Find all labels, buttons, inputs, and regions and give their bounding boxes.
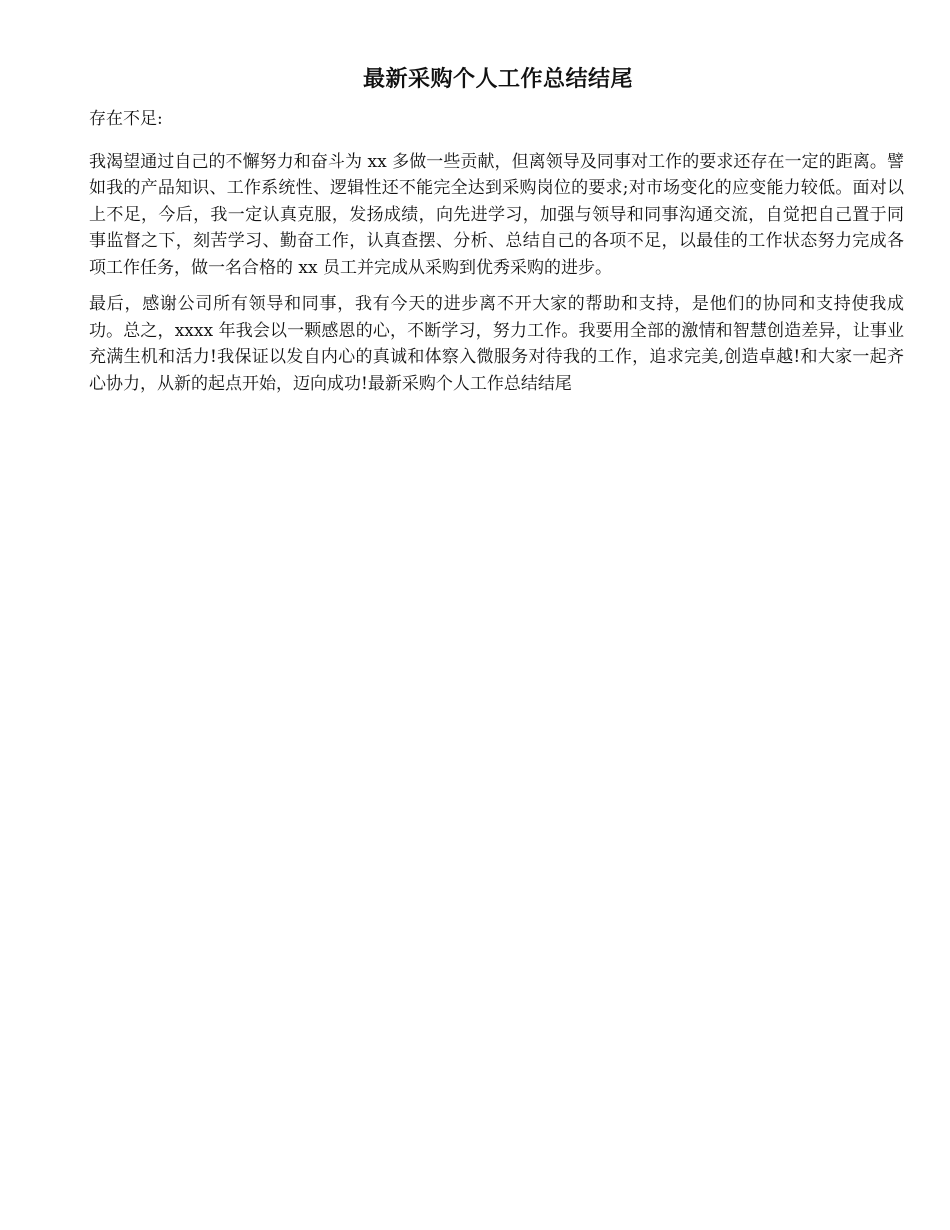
document-body bbox=[89, 106, 904, 407]
document-title: 最新采购个人工作总结结尾 bbox=[362, 66, 633, 92]
body-paragraph: 我渴望通过自己的不懈努力和奋斗为 xx 多做一些贡献，但离领导及同事对工作的要求还存在一定的距离。譬如我的产品知识、工作系统性、逻辑性还不能完全达到采购岗位的要求;对市场变化的应变能力较低。面对以上不足，今后，我一定认真克服，发扬成绩，向先进学习，加强与领导和同事沟通交流，自觉把自己置于同事监督之下，刻苦学习、勤奋工作，认真查摆、分析、总结自己的各项不足，以最佳的工作状态努力完成各项工作任务，做一名合格的 xx 员工并完成从采购到优秀采购的进步。 bbox=[89, 151, 904, 278]
section-label: 存在不足: bbox=[89, 109, 163, 129]
body-paragraph: 最后，感谢公司所有领导和同事，我有今天的进步离不开大家的帮助和支持，是他们的协同和支持使我成功。总之，xxxx 年我会以一颗感恩的心，不断学习，努力工作。我要用全部的激情和智慧创造差异，让事业充满生机和活力!我保证以发自内心的真诚和体察入微服务对待我的工作，追求完美,创造卓越!和大家一起齐心协力，从新的起点开始，迈向成功!最新采购个人工作总结结尾 bbox=[89, 294, 904, 394]
